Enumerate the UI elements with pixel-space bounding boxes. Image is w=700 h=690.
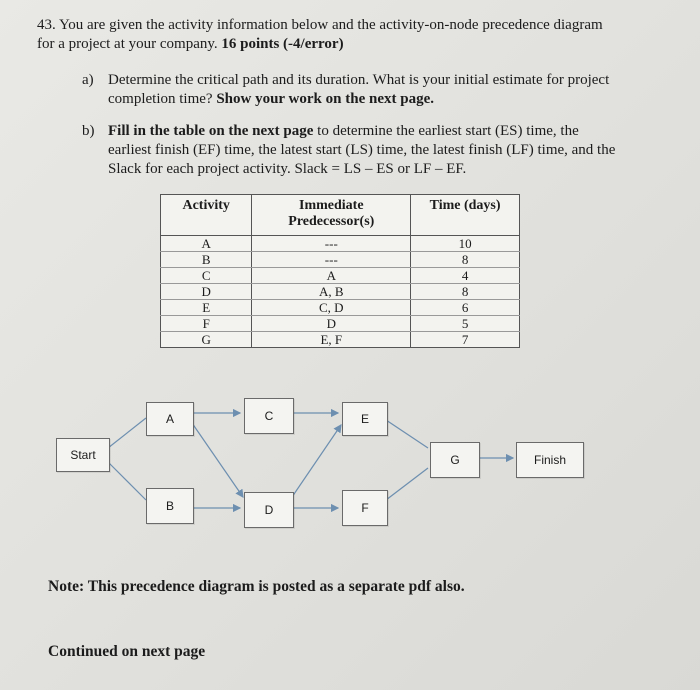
predecessor-cell: A, B [252, 284, 411, 300]
node-f: F [342, 490, 388, 526]
part-a-text: completion time? [108, 91, 217, 107]
time-cell: 7 [411, 332, 520, 348]
part-a-line1: Determine the critical path and its duration. What is your initial estimate for project [108, 72, 610, 88]
edge-start-b [108, 462, 146, 500]
continued-text: Continued on next page [48, 643, 206, 660]
node-b: B [146, 488, 194, 524]
edge-a-d [192, 423, 243, 497]
activity-cell: G [161, 332, 252, 348]
node-c: C [244, 398, 294, 434]
activity-cell: F [161, 316, 252, 332]
header-predecessors-line1: Immediate [299, 198, 364, 213]
question-header-line1: 43. You are given the activity information below and the activity-on-node precedence diagram [37, 17, 603, 33]
time-cell: 8 [411, 252, 520, 268]
part-b-line3: Slack for each project activity. Slack = LS – ES or LF – EF. [108, 161, 467, 177]
time-cell: 6 [411, 300, 520, 316]
node-e: E [342, 402, 388, 436]
node-finish: Finish [516, 442, 584, 478]
node-start: Start [56, 438, 110, 472]
predecessor-cell: C, D [252, 300, 411, 316]
part-b-line2: earliest finish (EF) time, the latest start (LS) time, the latest finish (LF) time, and the [108, 142, 616, 158]
node-d: D [244, 492, 294, 528]
node-g: G [430, 442, 480, 478]
note-text: Note: This precedence diagram is posted as a separate pdf also. [48, 578, 465, 595]
part-b-text: to determine the earliest start (ES) time, the [313, 123, 579, 139]
edge-e-g [386, 420, 428, 448]
edge-start-a [108, 418, 146, 448]
activity-cell: E [161, 300, 252, 316]
points-label: 16 points (-4/error) [221, 36, 344, 52]
time-cell: 4 [411, 268, 520, 284]
activity-cell: D [161, 284, 252, 300]
part-a-instruction: Show your work on the next page. [216, 91, 434, 107]
header-activity: Activity [161, 195, 252, 236]
question-header-text: for a project at your company. [37, 36, 222, 52]
predecessor-cell: --- [252, 236, 411, 252]
edge-d-e [292, 425, 341, 497]
node-a: A [146, 402, 194, 436]
part-a-marker: a) [82, 72, 94, 88]
activity-cell: A [161, 236, 252, 252]
part-b-instruction: Fill in the table on the next page [108, 123, 314, 139]
header-time: Time (days) [411, 195, 520, 236]
activity-cell: C [161, 268, 252, 284]
activity-cell: B [161, 252, 252, 268]
time-cell: 8 [411, 284, 520, 300]
part-b-marker: b) [82, 123, 95, 139]
predecessor-cell: A [252, 268, 411, 284]
header-predecessors-line2: Predecessor(s) [288, 214, 375, 229]
edge-f-g [386, 468, 428, 500]
predecessor-cell: D [252, 316, 411, 332]
time-cell: 5 [411, 316, 520, 332]
predecessor-cell: --- [252, 252, 411, 268]
time-cell: 10 [411, 236, 520, 252]
predecessor-cell: E, F [252, 332, 411, 348]
